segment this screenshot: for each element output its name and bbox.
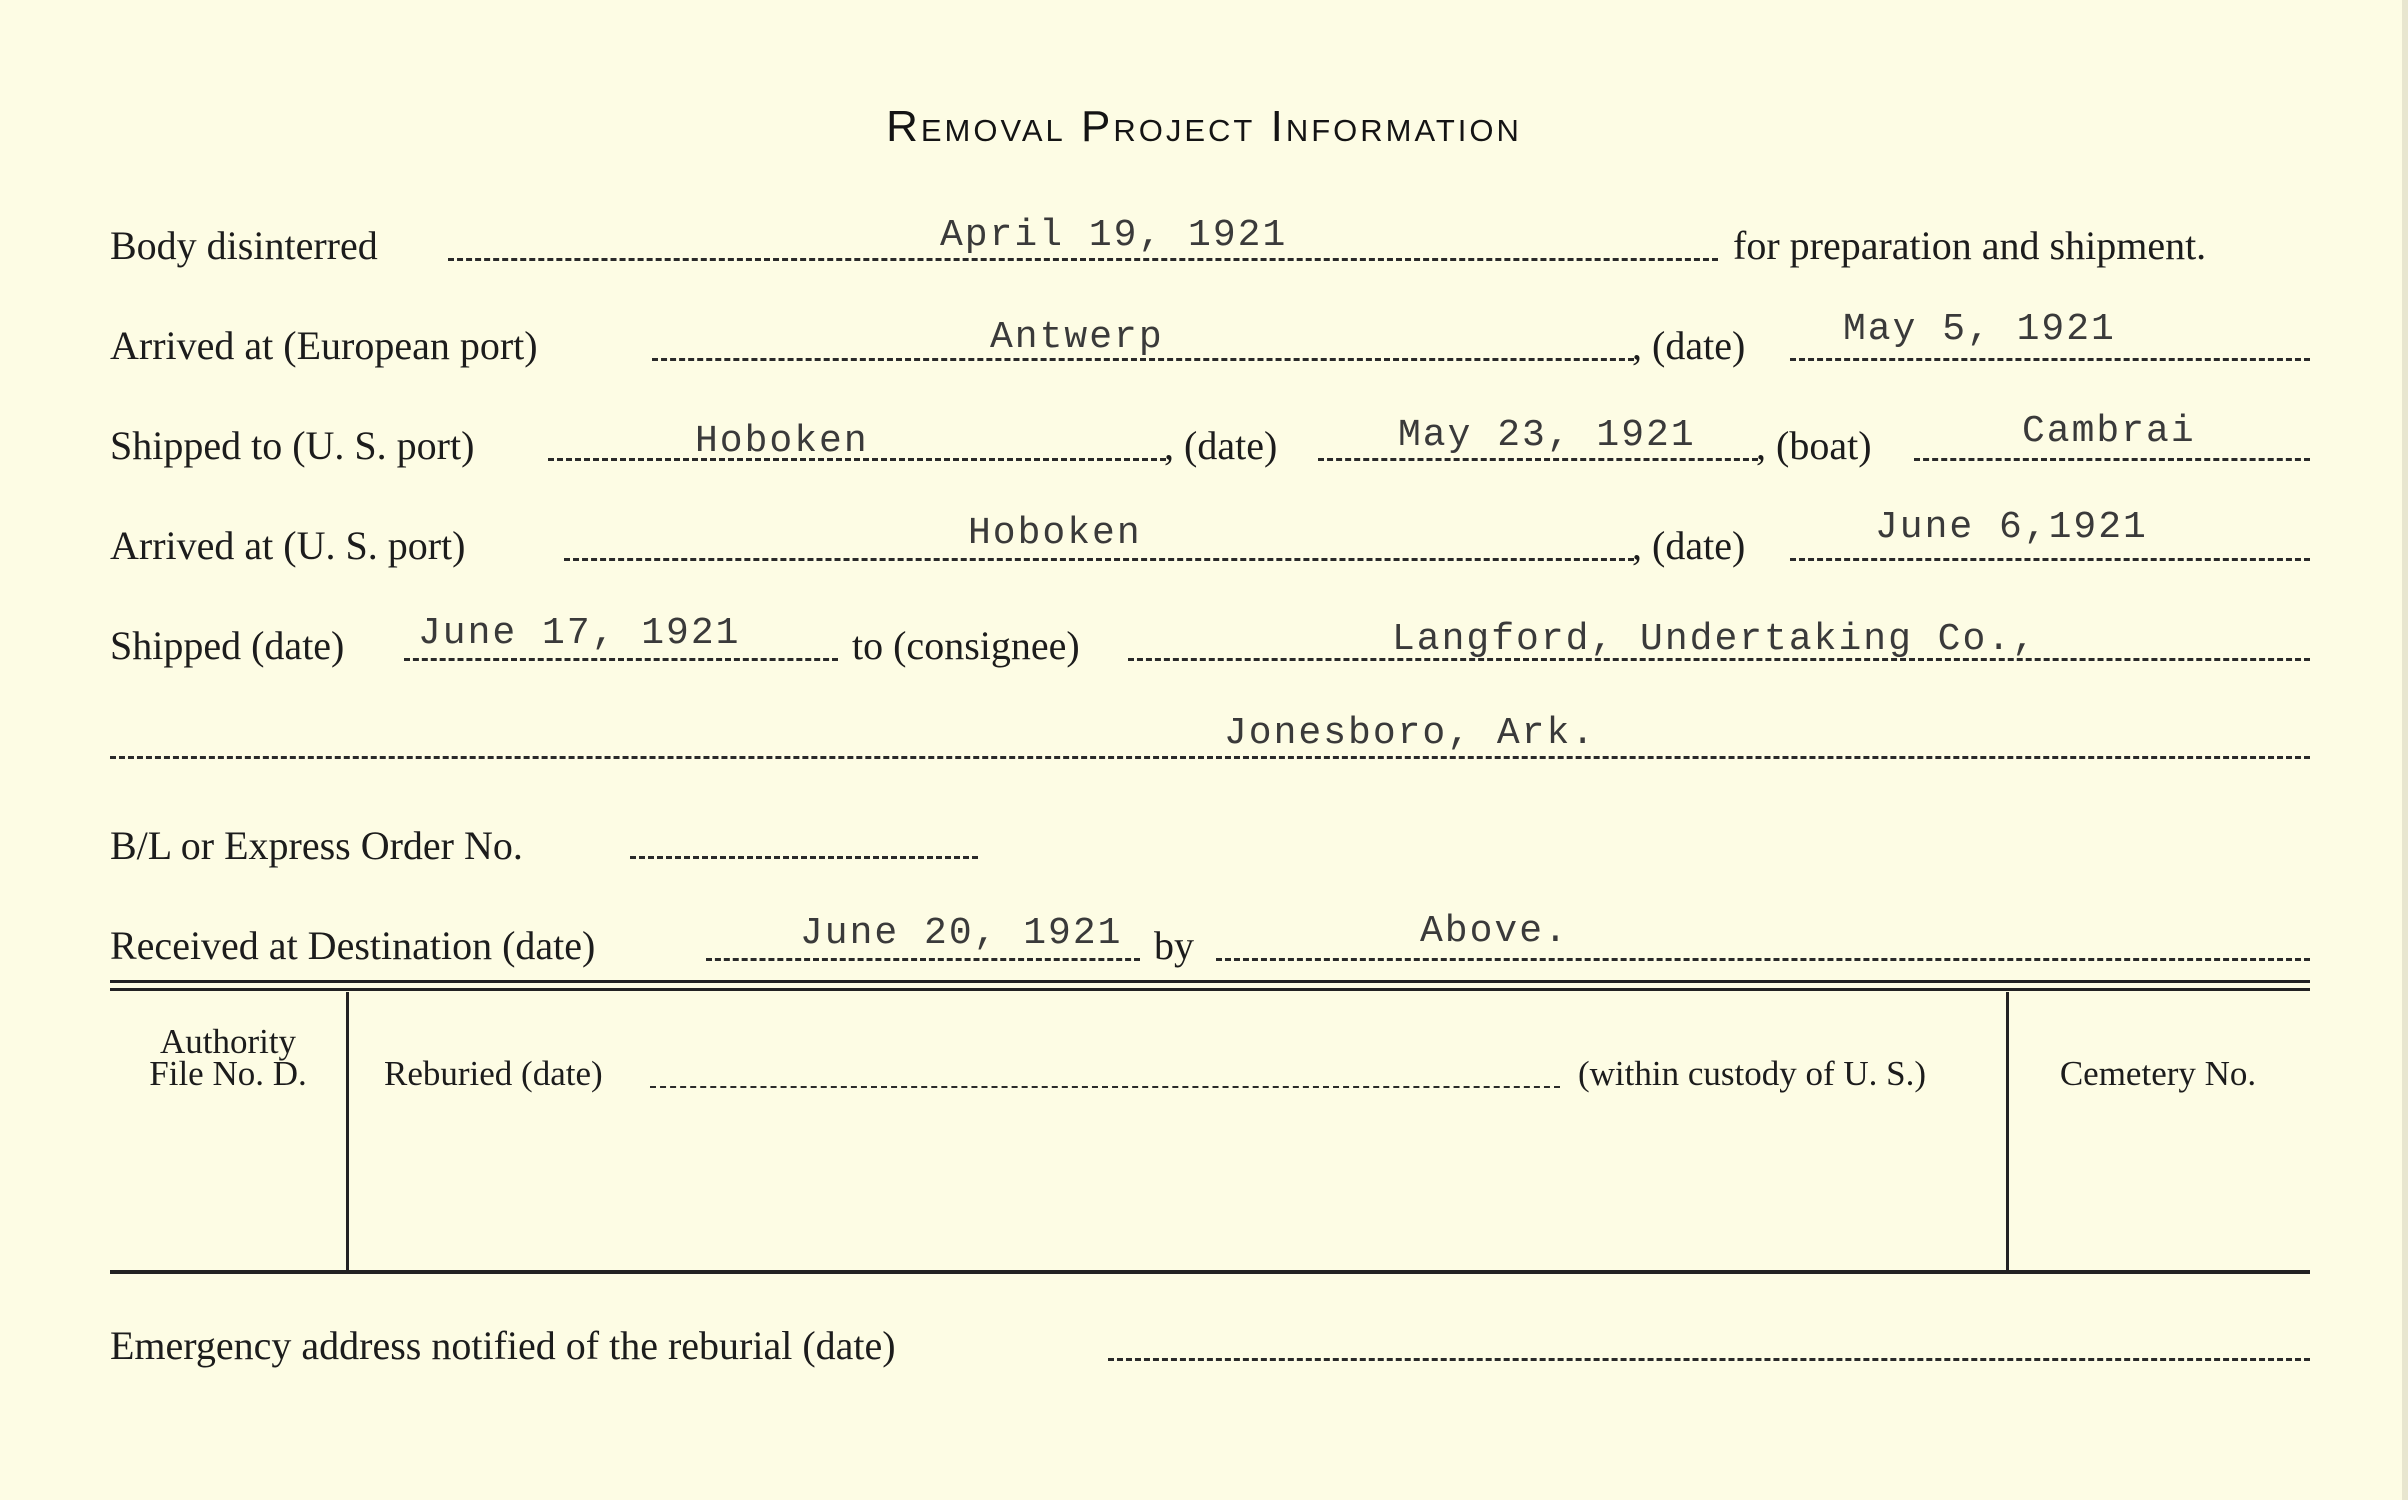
- disinterred-label: Body disinterred: [110, 223, 378, 268]
- shipped-us-date: May 23, 1921: [1398, 414, 1696, 457]
- received-date-line: [706, 958, 1140, 961]
- emergency-line: [1108, 1358, 2310, 1361]
- shipped-us-date-line: [1318, 458, 1758, 461]
- shipped-us-boat: Cambrai: [2022, 410, 2196, 453]
- table-top-rule: [110, 980, 2310, 983]
- arrived-us-port-line: [564, 558, 1634, 561]
- disinterred-suffix: for preparation and shipment.: [1733, 223, 2207, 268]
- arrived-us-date-label: , (date): [1632, 523, 1746, 568]
- shipped-us-boat-line: [1914, 458, 2310, 461]
- table-bottom-rule: [110, 1270, 2310, 1274]
- arrived-european-date-label: , (date): [1632, 323, 1746, 368]
- received-label: Received at Destination (date): [110, 923, 596, 968]
- table-divider-right: [2006, 992, 2009, 1270]
- table-divider-left: [346, 992, 349, 1270]
- bl-order-line: [630, 856, 978, 859]
- cemetery-label: Cemetery No.: [2059, 1054, 2257, 1093]
- bl-order-label: B/L or Express Order No.: [110, 823, 523, 868]
- arrived-european-port: Antwerp: [990, 316, 1164, 359]
- authority-line-1: Authority: [159, 1022, 297, 1061]
- received-by-line: [1216, 958, 2310, 961]
- arrived-european-label: Arrived at (European port): [110, 323, 538, 368]
- table-top-rule-2: [110, 988, 2310, 991]
- shipped-us-date-label: , (date): [1164, 423, 1278, 468]
- shipped-date-line: [404, 658, 838, 661]
- arrived-us-date-line: [1790, 558, 2310, 561]
- shipped-us-boat-label: , (boat): [1756, 423, 1872, 468]
- shipped-us-port: Hoboken: [695, 420, 869, 463]
- arrived-us-port: Hoboken: [968, 512, 1142, 555]
- reburied-label: Reburied (date): [384, 1054, 603, 1093]
- arrived-european-date: May 5, 1921: [1843, 308, 2116, 351]
- emergency-label: Emergency address notified of the reburial (date): [110, 1323, 896, 1368]
- disinterred-line: [448, 258, 1718, 261]
- form-title: Removal Project Information: [886, 102, 1522, 151]
- reburied-line: [650, 1086, 1560, 1088]
- received-date: June 20, 1921: [800, 912, 1123, 955]
- shipped-date: June 17, 1921: [418, 612, 741, 655]
- consignee: Langford, Undertaking Co.,: [1392, 618, 2037, 661]
- received-by-label: by: [1154, 923, 1194, 968]
- arrived-us-label: Arrived at (U. S. port): [110, 523, 466, 568]
- received-by: Above.: [1420, 910, 1569, 953]
- consignee-line-2: [110, 756, 2310, 759]
- arrived-us-date: June 6,1921: [1875, 506, 2148, 549]
- card-edge: [2402, 0, 2408, 1500]
- shipped-date-label: Shipped (date): [110, 623, 345, 668]
- shipped-us-label: Shipped to (U. S. port): [110, 423, 475, 468]
- disinterred-date: April 19, 1921: [940, 214, 1288, 257]
- custody-label: (within custody of U. S.): [1578, 1054, 1927, 1093]
- consignee-label: to (consignee): [852, 623, 1080, 668]
- arrived-european-date-line: [1790, 358, 2310, 361]
- consignee-address: Jonesboro, Ark.: [1224, 712, 1597, 755]
- authority-line-2: File No. D.: [149, 1054, 307, 1093]
